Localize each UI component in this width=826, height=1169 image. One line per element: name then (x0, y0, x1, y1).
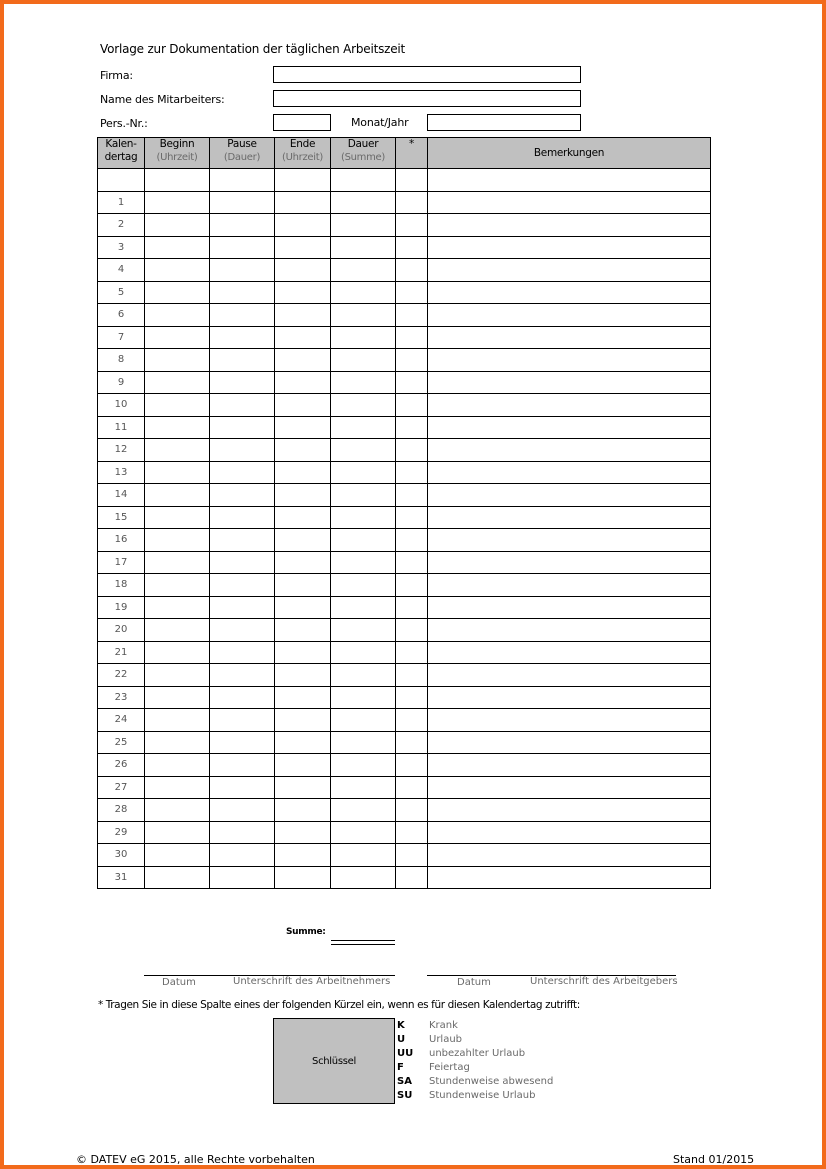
day-number: 27 (98, 776, 145, 799)
table-cell[interactable] (396, 214, 428, 237)
table-cell[interactable] (331, 259, 396, 282)
table-cell[interactable] (210, 304, 275, 327)
table-cell[interactable] (275, 641, 331, 664)
table-row (98, 281, 711, 304)
table-cell[interactable] (428, 236, 711, 259)
table-row (98, 214, 711, 237)
table-cell[interactable] (331, 686, 396, 709)
table-cell[interactable] (275, 484, 331, 507)
table-cell[interactable] (331, 596, 396, 619)
day-number: 21 (98, 641, 145, 664)
table-cell[interactable] (275, 304, 331, 327)
day-number: 25 (98, 731, 145, 754)
table-cell[interactable] (428, 326, 711, 349)
table-cell[interactable] (145, 304, 210, 327)
monat-label: Monat/Jahr (351, 116, 409, 129)
table-cell[interactable] (275, 394, 331, 417)
table-row (98, 191, 711, 214)
table-cell[interactable] (428, 529, 711, 552)
table-row (98, 304, 711, 327)
table-cell[interactable] (331, 551, 396, 574)
table-cell[interactable] (210, 236, 275, 259)
table-cell[interactable] (145, 529, 210, 552)
table-cell[interactable] (331, 304, 396, 327)
table-cell[interactable] (396, 641, 428, 664)
table-cell[interactable] (396, 866, 428, 889)
table-row (98, 349, 711, 372)
table-cell[interactable] (331, 191, 396, 214)
summe-label: Summe: (286, 927, 326, 937)
table-cell[interactable] (428, 259, 711, 282)
table-cell[interactable] (331, 709, 396, 732)
table-cell[interactable] (396, 484, 428, 507)
table-cell[interactable] (396, 776, 428, 799)
firma-field[interactable] (273, 66, 581, 83)
table-cell[interactable] (275, 169, 331, 192)
table-cell[interactable] (210, 214, 275, 237)
table-cell[interactable] (145, 439, 210, 462)
table-cell[interactable] (428, 371, 711, 394)
day-number (98, 169, 145, 192)
table-row (98, 529, 711, 552)
table-cell[interactable] (331, 371, 396, 394)
table-cell[interactable] (331, 281, 396, 304)
table-cell[interactable] (210, 686, 275, 709)
table-row (98, 776, 711, 799)
persnr-field[interactable] (273, 114, 331, 131)
table-cell[interactable] (275, 799, 331, 822)
table-row (98, 754, 711, 777)
table-cell[interactable] (428, 191, 711, 214)
header-kalendertag: Kalen- dertag (98, 138, 145, 169)
table-cell[interactable] (331, 349, 396, 372)
table-cell[interactable] (331, 214, 396, 237)
table-cell[interactable] (145, 214, 210, 237)
table-row (98, 731, 711, 754)
day-number: 16 (98, 529, 145, 552)
table-cell[interactable] (428, 664, 711, 687)
table-cell[interactable] (275, 326, 331, 349)
day-number: 20 (98, 619, 145, 642)
table-cell[interactable] (145, 709, 210, 732)
table-cell[interactable] (145, 281, 210, 304)
table-cell[interactable] (210, 551, 275, 574)
table-cell[interactable] (210, 821, 275, 844)
table-cell[interactable] (396, 529, 428, 552)
day-number: 6 (98, 304, 145, 327)
table-cell[interactable] (210, 731, 275, 754)
table-cell[interactable] (210, 866, 275, 889)
table-cell[interactable] (275, 821, 331, 844)
table-cell[interactable] (331, 484, 396, 507)
datum-label-employer: Datum (457, 977, 491, 988)
table-cell[interactable] (428, 641, 711, 664)
table-cell[interactable] (145, 574, 210, 597)
key-note: * Tragen Sie in diese Spalte eines der folgenden Kürzel ein, wenn es für diesen Kalendertag zutrifft: (98, 999, 580, 1011)
mitarbeiter-field[interactable] (273, 90, 581, 107)
table-cell[interactable] (396, 461, 428, 484)
signature-label-employee: Unterschrift des Arbeitnehmers (233, 976, 391, 987)
table-cell[interactable] (275, 371, 331, 394)
table-cell[interactable] (210, 326, 275, 349)
table-cell[interactable] (210, 416, 275, 439)
table-cell[interactable] (145, 686, 210, 709)
table-cell[interactable] (210, 664, 275, 687)
table-cell[interactable] (331, 439, 396, 462)
table-row (98, 169, 711, 192)
table-cell[interactable] (210, 641, 275, 664)
table-cell[interactable] (210, 506, 275, 529)
table-cell[interactable] (145, 776, 210, 799)
table-cell[interactable] (275, 866, 331, 889)
footer-copyright: © DATEV eG 2015, alle Rechte vorbehalten (76, 1153, 315, 1166)
table-row (98, 461, 711, 484)
table-cell[interactable] (396, 574, 428, 597)
table-cell[interactable] (428, 574, 711, 597)
day-number: 5 (98, 281, 145, 304)
table-cell[interactable] (210, 574, 275, 597)
table-cell[interactable] (145, 259, 210, 282)
table-row (98, 259, 711, 282)
table-row (98, 641, 711, 664)
table-cell[interactable] (396, 754, 428, 777)
table-cell[interactable] (210, 394, 275, 417)
table-cell[interactable] (210, 371, 275, 394)
table-cell[interactable] (331, 506, 396, 529)
monat-field[interactable] (427, 114, 581, 131)
table-cell[interactable] (331, 619, 396, 642)
day-number: 17 (98, 551, 145, 574)
table-cell[interactable] (396, 731, 428, 754)
table-row (98, 619, 711, 642)
table-cell[interactable] (396, 259, 428, 282)
table-cell[interactable] (331, 844, 396, 867)
table-cell[interactable] (145, 641, 210, 664)
table-row (98, 686, 711, 709)
table-cell[interactable] (428, 461, 711, 484)
table-cell[interactable] (210, 844, 275, 867)
table-row (98, 866, 711, 889)
table-cell[interactable] (145, 596, 210, 619)
table-row (98, 371, 711, 394)
table-cell[interactable] (210, 439, 275, 462)
table-cell[interactable] (428, 596, 711, 619)
table-row (98, 484, 711, 507)
day-number: 15 (98, 506, 145, 529)
table-row (98, 439, 711, 462)
table-cell[interactable] (428, 844, 711, 867)
table-cell[interactable] (428, 484, 711, 507)
table-cell[interactable] (145, 484, 210, 507)
table-cell[interactable] (331, 664, 396, 687)
table-cell[interactable] (428, 394, 711, 417)
day-number: 19 (98, 596, 145, 619)
table-cell[interactable] (145, 371, 210, 394)
day-number: 31 (98, 866, 145, 889)
time-table (97, 137, 711, 889)
table-cell[interactable] (275, 214, 331, 237)
table-cell[interactable] (331, 731, 396, 754)
table-cell[interactable] (428, 754, 711, 777)
table-cell[interactable] (275, 259, 331, 282)
table-cell[interactable] (396, 619, 428, 642)
table-cell[interactable] (428, 439, 711, 462)
table-cell[interactable] (275, 281, 331, 304)
table-row (98, 574, 711, 597)
table-cell[interactable] (145, 821, 210, 844)
table-row (98, 596, 711, 619)
table-cell[interactable] (145, 664, 210, 687)
persnr-label: Pers.-Nr.: (100, 117, 148, 130)
day-number: 8 (98, 349, 145, 372)
day-number: 1 (98, 191, 145, 214)
table-row (98, 709, 711, 732)
table-cell[interactable] (145, 394, 210, 417)
table-cell[interactable] (331, 776, 396, 799)
table-cell[interactable] (275, 844, 331, 867)
table-cell[interactable] (145, 754, 210, 777)
table-cell[interactable] (145, 416, 210, 439)
day-number: 29 (98, 821, 145, 844)
table-cell[interactable] (428, 866, 711, 889)
table-cell[interactable] (331, 529, 396, 552)
table-cell[interactable] (396, 506, 428, 529)
table-cell[interactable] (396, 664, 428, 687)
table-cell[interactable] (428, 619, 711, 642)
table-cell[interactable] (428, 281, 711, 304)
header-pause: Pause (Dauer) (210, 138, 275, 169)
table-cell[interactable] (428, 416, 711, 439)
table-cell[interactable] (396, 686, 428, 709)
table-cell[interactable] (275, 776, 331, 799)
day-number: 9 (98, 371, 145, 394)
datum-label-employee: Datum (162, 977, 196, 988)
table-cell[interactable] (210, 461, 275, 484)
table-cell[interactable] (275, 754, 331, 777)
table-cell[interactable] (396, 191, 428, 214)
day-number: 12 (98, 439, 145, 462)
day-number: 28 (98, 799, 145, 822)
table-cell[interactable] (210, 619, 275, 642)
table-row (98, 326, 711, 349)
table-cell[interactable] (275, 551, 331, 574)
table-cell[interactable] (428, 214, 711, 237)
table-cell[interactable] (275, 191, 331, 214)
table-cell[interactable] (145, 619, 210, 642)
table-cell[interactable] (428, 349, 711, 372)
table-cell[interactable] (428, 506, 711, 529)
day-number: 10 (98, 394, 145, 417)
table-cell[interactable] (396, 551, 428, 574)
header-beginn: Beginn (Uhrzeit) (145, 138, 210, 169)
day-number: 24 (98, 709, 145, 732)
table-cell[interactable] (145, 169, 210, 192)
table-cell[interactable] (331, 866, 396, 889)
table-cell[interactable] (145, 731, 210, 754)
table-cell[interactable] (331, 821, 396, 844)
table-cell[interactable] (275, 686, 331, 709)
table-cell[interactable] (331, 754, 396, 777)
table-cell[interactable] (396, 326, 428, 349)
table-row (98, 416, 711, 439)
table-cell[interactable] (210, 349, 275, 372)
table-cell[interactable] (210, 799, 275, 822)
table-cell[interactable] (210, 776, 275, 799)
table-cell[interactable] (275, 461, 331, 484)
table-row (98, 844, 711, 867)
table-cell[interactable] (275, 709, 331, 732)
day-number: 14 (98, 484, 145, 507)
table-cell[interactable] (396, 416, 428, 439)
table-header-row (98, 138, 711, 169)
table-cell[interactable] (428, 731, 711, 754)
table-cell[interactable] (145, 799, 210, 822)
table-cell[interactable] (428, 169, 711, 192)
table-row (98, 551, 711, 574)
day-number: 26 (98, 754, 145, 777)
day-number: 23 (98, 686, 145, 709)
table-cell[interactable] (275, 529, 331, 552)
table-cell[interactable] (210, 484, 275, 507)
table-cell[interactable] (428, 304, 711, 327)
page-title: Vorlage zur Dokumentation der täglichen Arbeitszeit (100, 42, 406, 56)
table-cell[interactable] (275, 236, 331, 259)
table-cell[interactable] (428, 776, 711, 799)
table-cell[interactable] (275, 731, 331, 754)
table-cell[interactable] (275, 619, 331, 642)
table-cell[interactable] (396, 281, 428, 304)
signature-label-employer: Unterschrift des Arbeitgebers (530, 976, 678, 987)
table-row (98, 799, 711, 822)
table-cell[interactable] (275, 574, 331, 597)
day-number: 7 (98, 326, 145, 349)
table-row (98, 394, 711, 417)
day-number: 11 (98, 416, 145, 439)
table-cell[interactable] (396, 304, 428, 327)
header-ende: Ende (Uhrzeit) (275, 138, 331, 169)
summe-double-line (331, 940, 395, 945)
day-number: 22 (98, 664, 145, 687)
header-bemerkungen: Bemerkungen (428, 138, 711, 169)
table-cell[interactable] (396, 236, 428, 259)
table-cell[interactable] (145, 551, 210, 574)
table-cell[interactable] (145, 326, 210, 349)
firma-label: Firma: (100, 69, 133, 82)
table-cell[interactable] (275, 439, 331, 462)
table-cell[interactable] (396, 169, 428, 192)
table-cell[interactable] (275, 506, 331, 529)
table-cell[interactable] (210, 754, 275, 777)
table-cell[interactable] (210, 169, 275, 192)
table-cell[interactable] (428, 821, 711, 844)
table-cell[interactable] (275, 349, 331, 372)
table-cell[interactable] (396, 394, 428, 417)
table-cell[interactable] (331, 416, 396, 439)
header-dauer: Dauer (Summe) (331, 138, 396, 169)
day-number: 2 (98, 214, 145, 237)
footer-stand: Stand 01/2015 (673, 1153, 755, 1166)
table-cell[interactable] (428, 551, 711, 574)
table-cell[interactable] (396, 709, 428, 732)
day-number: 13 (98, 461, 145, 484)
table-cell[interactable] (428, 799, 711, 822)
header-star: * (396, 138, 428, 169)
table-cell[interactable] (331, 236, 396, 259)
table-cell[interactable] (210, 191, 275, 214)
table-cell[interactable] (331, 461, 396, 484)
mitarbeiter-label: Name des Mitarbeiters: (100, 93, 225, 106)
day-number: 4 (98, 259, 145, 282)
key-box: Schlüssel (273, 1018, 395, 1104)
table-cell[interactable] (331, 326, 396, 349)
table-cell[interactable] (145, 349, 210, 372)
table-cell[interactable] (396, 439, 428, 462)
table-cell[interactable] (145, 866, 210, 889)
table-cell[interactable] (145, 191, 210, 214)
table-cell[interactable] (210, 529, 275, 552)
table-row (98, 664, 711, 687)
table-cell[interactable] (145, 461, 210, 484)
table-cell[interactable] (396, 349, 428, 372)
table-cell[interactable] (331, 394, 396, 417)
table-cell[interactable] (210, 281, 275, 304)
table-cell[interactable] (331, 574, 396, 597)
table-cell[interactable] (331, 641, 396, 664)
table-cell[interactable] (210, 709, 275, 732)
table-cell[interactable] (145, 506, 210, 529)
table-cell[interactable] (145, 236, 210, 259)
table-cell[interactable] (210, 259, 275, 282)
table-cell[interactable] (275, 664, 331, 687)
table-cell[interactable] (331, 169, 396, 192)
day-number: 3 (98, 236, 145, 259)
table-row (98, 506, 711, 529)
table-cell[interactable] (428, 709, 711, 732)
table-cell[interactable] (145, 844, 210, 867)
table-cell[interactable] (210, 596, 275, 619)
table-cell[interactable] (396, 821, 428, 844)
table-cell[interactable] (396, 844, 428, 867)
table-cell[interactable] (396, 596, 428, 619)
table-cell[interactable] (331, 799, 396, 822)
table-cell[interactable] (396, 799, 428, 822)
table-cell[interactable] (275, 416, 331, 439)
table-cell[interactable] (428, 686, 711, 709)
day-number: 18 (98, 574, 145, 597)
table-row (98, 821, 711, 844)
table-cell[interactable] (275, 596, 331, 619)
day-number: 30 (98, 844, 145, 867)
table-row (98, 236, 711, 259)
table-cell[interactable] (396, 371, 428, 394)
